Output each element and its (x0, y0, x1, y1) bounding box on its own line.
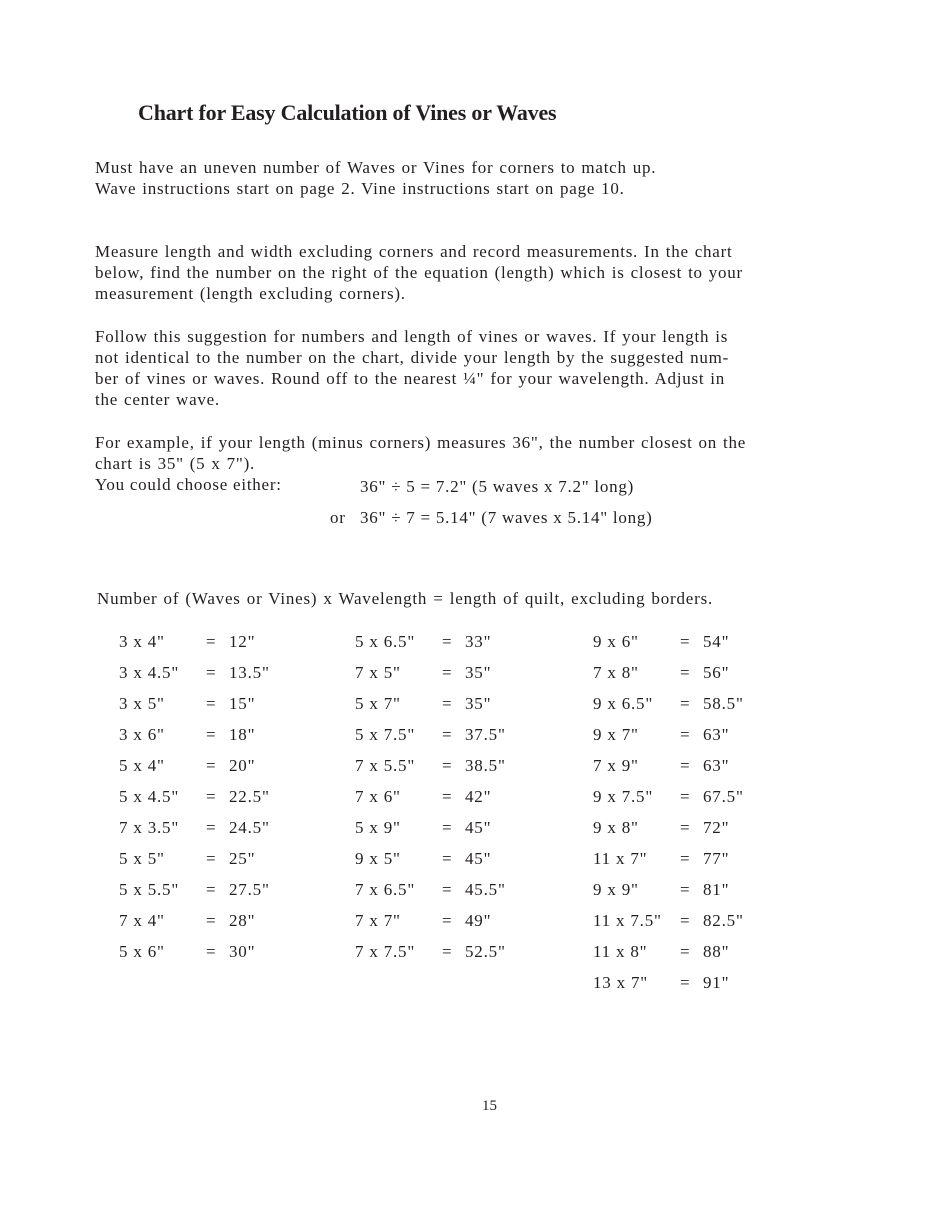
chart-result: 28" (229, 911, 256, 930)
intro-line: Wave instructions start on page 2. Vine instructions start on page 10. (95, 179, 625, 198)
intro-paragraph (95, 157, 855, 199)
chart-result: 88" (703, 942, 730, 961)
chart-result: 37.5" (465, 725, 506, 744)
chart-result: 82.5" (703, 911, 744, 930)
example-paragraph (95, 432, 855, 474)
chart-result: 67.5" (703, 787, 744, 806)
chart-expression: 7 x 9" (593, 756, 639, 775)
chart-result: 63" (703, 725, 730, 744)
chart-result: 33" (465, 632, 492, 651)
chart-equals: = (680, 973, 691, 992)
chart-result: 91" (703, 973, 730, 992)
chart-equals: = (442, 694, 453, 713)
example-line: For example, if your length (minus corners) measures 36", the number closest on the (95, 433, 747, 452)
measure-line: measurement (length excluding corners). (95, 284, 406, 303)
chart-result: 72" (703, 818, 730, 837)
chart-equals: = (680, 694, 691, 713)
page-title: Chart for Easy Calculation of Vines or Waves (138, 100, 557, 125)
chart-equals: = (442, 787, 453, 806)
chart-expression: 5 x 7" (355, 694, 401, 713)
chart-equals: = (442, 911, 453, 930)
chart-equals: = (442, 663, 453, 682)
follow-paragraph (95, 326, 855, 410)
chart-expression: 5 x 4.5" (119, 787, 180, 806)
follow-line: not identical to the number on the chart, divide your length by the suggested num- (95, 348, 730, 367)
chart-expression: 7 x 5.5" (355, 756, 416, 775)
chart-equals: = (206, 694, 217, 713)
chart-expression: 5 x 5" (119, 849, 165, 868)
chart-result: 24.5" (229, 818, 270, 837)
chart-equals: = (680, 725, 691, 744)
measure-line: below, find the number on the right of the equation (length) which is closest to your (95, 263, 743, 282)
chart-expression: 9 x 5" (355, 849, 401, 868)
chart-equals: = (206, 911, 217, 930)
chart-result: 15" (229, 694, 256, 713)
chart-expression: 7 x 4" (119, 911, 165, 930)
chart-heading: Number of (Waves or Vines) x Wavelength = length of quilt, excluding borders. (97, 589, 714, 608)
chart-equals: = (442, 942, 453, 961)
chart-result: 27.5" (229, 880, 270, 899)
chart-equals: = (206, 849, 217, 868)
chart-expression: 7 x 7.5" (355, 942, 416, 961)
chart-result: 56" (703, 663, 730, 682)
chart-expression: 7 x 6.5" (355, 880, 416, 899)
chart-equals: = (442, 725, 453, 744)
chart-expression: 3 x 5" (119, 694, 165, 713)
chart-result: 18" (229, 725, 256, 744)
follow-line: Follow this suggestion for numbers and length of vines or waves. If your length is (95, 327, 729, 346)
chart-expression: 5 x 4" (119, 756, 165, 775)
follow-line: ber of vines or waves. Round off to the nearest ¼" for your wavelength. Adjust in (95, 369, 726, 388)
chart-result: 77" (703, 849, 730, 868)
chart-expression: 9 x 7" (593, 725, 639, 744)
chart-equals: = (442, 849, 453, 868)
example-line: chart is 35" (5 x 7"). (95, 454, 256, 473)
chart-expression: 9 x 6" (593, 632, 639, 651)
chart-equals: = (442, 880, 453, 899)
chart-expression: 7 x 7" (355, 911, 401, 930)
chart-expression: 13 x 7" (593, 973, 649, 992)
chart-expression: 3 x 6" (119, 725, 165, 744)
chart-result: 12" (229, 632, 256, 651)
chart-result: 54" (703, 632, 730, 651)
measure-line: Measure length and width excluding corners and record measurements. In the chart (95, 242, 733, 261)
chart-result: 58.5" (703, 694, 744, 713)
chart-result: 45" (465, 818, 492, 837)
chart-expression: 3 x 4" (119, 632, 165, 651)
chart-result: 13.5" (229, 663, 270, 682)
chart-expression: 9 x 7.5" (593, 787, 654, 806)
chart-expression: 5 x 6" (119, 942, 165, 961)
chart-expression: 9 x 6.5" (593, 694, 654, 713)
measure-paragraph (95, 241, 855, 304)
chart-expression: 11 x 8" (593, 942, 648, 961)
chart-result: 52.5" (465, 942, 506, 961)
chart-result: 30" (229, 942, 256, 961)
page-number: 15 (482, 1098, 497, 1114)
chart-equals: = (680, 849, 691, 868)
chart-result: 25" (229, 849, 256, 868)
chart-expression: 11 x 7" (593, 849, 648, 868)
chart-expression: 5 x 6.5" (355, 632, 416, 651)
chart-result: 22.5" (229, 787, 270, 806)
chart-expression: 7 x 5" (355, 663, 401, 682)
chart-equals: = (680, 911, 691, 930)
chart-expression: 3 x 4.5" (119, 663, 180, 682)
chart-equals: = (680, 632, 691, 651)
chart-equals: = (206, 787, 217, 806)
chart-equals: = (680, 756, 691, 775)
chart-equals: = (680, 663, 691, 682)
chart-expression: 9 x 8" (593, 818, 639, 837)
chart-equals: = (442, 756, 453, 775)
chart-equals: = (680, 787, 691, 806)
follow-line: the center wave. (95, 390, 220, 409)
chart-result: 49" (465, 911, 492, 930)
chart-expression: 7 x 8" (593, 663, 639, 682)
chart-equals: = (206, 663, 217, 682)
chart-equals: = (680, 942, 691, 961)
calculation-or: or (330, 508, 346, 527)
chart-result: 42" (465, 787, 492, 806)
chart-result: 20" (229, 756, 256, 775)
chart-equals: = (206, 756, 217, 775)
chart-result: 35" (465, 663, 492, 682)
chart-expression: 5 x 7.5" (355, 725, 416, 744)
calculation-option-2: 36" ÷ 7 = 5.14" (7 waves x 5.14" long) (360, 508, 653, 527)
chart-expression: 7 x 6" (355, 787, 401, 806)
chart-equals: = (442, 632, 453, 651)
chart-equals: = (680, 880, 691, 899)
chart-equals: = (206, 725, 217, 744)
intro-line: Must have an uneven number of Waves or Vines for corners to match up. (95, 158, 657, 177)
chart-expression: 7 x 3.5" (119, 818, 180, 837)
chart-equals: = (206, 942, 217, 961)
chart-expression: 11 x 7.5" (593, 911, 662, 930)
chart-result: 45" (465, 849, 492, 868)
chart-equals: = (442, 818, 453, 837)
chart-result: 45.5" (465, 880, 506, 899)
chart-equals: = (680, 818, 691, 837)
chart-equals: = (206, 818, 217, 837)
chart-equals: = (206, 880, 217, 899)
chart-result: 63" (703, 756, 730, 775)
choose-label: You could choose either: (95, 475, 282, 494)
chart-expression: 5 x 9" (355, 818, 401, 837)
chart-result: 38.5" (465, 756, 506, 775)
chart-result: 81" (703, 880, 730, 899)
chart-result: 35" (465, 694, 492, 713)
chart-equals: = (206, 632, 217, 651)
chart-expression: 9 x 9" (593, 880, 639, 899)
chart-expression: 5 x 5.5" (119, 880, 180, 899)
calculation-option-1: 36" ÷ 5 = 7.2" (5 waves x 7.2" long) (360, 477, 635, 496)
